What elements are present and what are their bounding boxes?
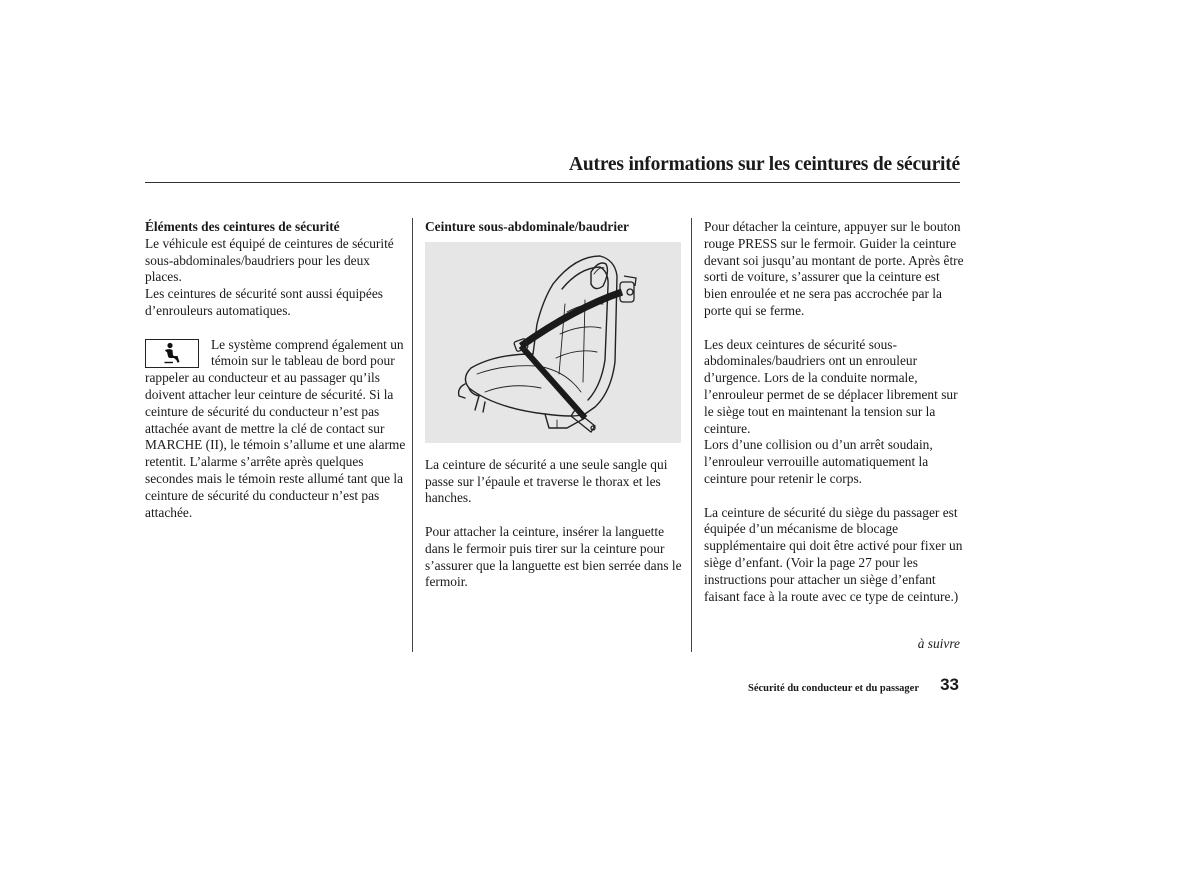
paragraph: Pour attacher la ceinture, insérer la languette dans le fermoir puis tirer sur la ceinture pour s’assurer que la languette est bien serrée dans le fermoir. <box>425 523 682 590</box>
page-number: 33 <box>940 675 959 694</box>
paragraph: La ceinture de sécurité du siège du passager est équipée d’un mécanisme de blocage supplémentaire qui doit être activé pour fixer un siège d’enfant. (Voir la page 27 pour les instructions pour attacher un siège d’enfant faisant face à la route avec ce type de ceinture.) <box>704 504 963 604</box>
seat-belt-illustration <box>425 242 681 443</box>
paragraph: Les deux ceintures de sécurité sous-abdominales/baudriers ont un enrouleur d’urgence. Lors de la conduite normale, l’enrouleur permet de se déplacer librement sur le siège tout en maintenant la tension sur la ceinture. <box>704 336 958 436</box>
paragraph: Lors d’une collision ou d’un arrêt soudain, l’enrouleur verrouille automatiquement la ceinture pour retenir le corps. <box>704 437 933 486</box>
footer-section-title: Sécurité du conducteur et du passager <box>747 683 919 694</box>
column-3 <box>704 219 966 605</box>
column-2 <box>425 219 683 591</box>
paragraph: Les ceintures de sécurité sont aussi équipées d’enrouleurs automatiques. <box>145 286 383 318</box>
continued-label: à suivre <box>917 636 960 651</box>
column-divider-left <box>412 218 413 652</box>
illustration-caption: La ceinture de sécurité a une seule sangle qui passe sur l’épaule et traverse le thorax et les hanches. <box>425 456 668 506</box>
column-1 <box>145 219 407 521</box>
paragraph: Le véhicule est équipé de ceintures de sécurité sous-abdominales/baudriers pour les deux places. <box>145 235 394 285</box>
paragraph: Pour détacher la ceinture, appuyer sur le bouton rouge PRESS sur le fermoir. Guider la ceinture devant soi jusqu’au montant de porte. Après être sorti de voiture, s’assurer que la ceinture est bien enroulée et ne sera pas accrochée par la porte qui se ferme. <box>704 219 964 318</box>
title-divider <box>145 182 960 183</box>
seatbelt-reminder-note <box>145 337 407 522</box>
section-heading-lap-shoulder-belt: Ceinture sous-abdominale/baudrier <box>425 219 629 234</box>
page-title: Autres informations sur les ceintures de sécurité <box>569 154 960 175</box>
seatbelt-reminder-icon <box>145 339 199 368</box>
column-divider-right <box>691 218 692 652</box>
warning-text: Le système comprend également un témoin sur le tableau de bord pour rappeler au conducteur et au passager qu’ils doivent attacher leur ceinture de sécurité. Si la ceinture de sécurité du conducteur n’est pas attachée avant de mettre la clé de contact sur MARCHE (II), le témoin s’allume et une alarme retentit. L’alarme s’arrête après quelques secondes mais le témoin reste allumé tant que la ceinture de sécurité du conducteur n’est pas attachée. <box>145 336 406 520</box>
section-heading-elements: Éléments des ceintures de sécurité <box>145 219 340 234</box>
